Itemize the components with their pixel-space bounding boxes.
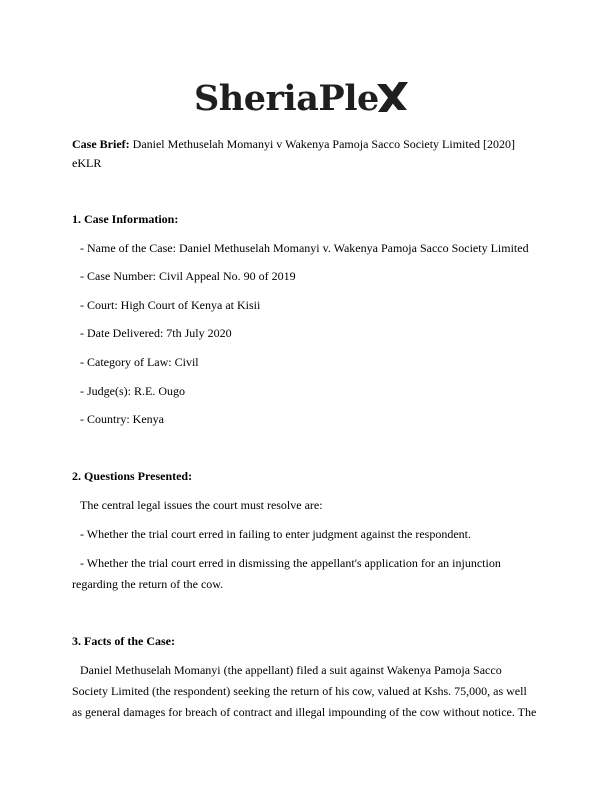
question-item: - Whether the trial court erred in failing to enter judgment against the respondent. — [80, 527, 471, 541]
list-item: - Category of Law: Civil — [80, 355, 199, 369]
list-item: - Case Number: Civil Appeal No. 90 of 2019 — [80, 269, 296, 283]
list-item: - Date Delivered: 7th July 2020 — [80, 326, 232, 340]
section-heading-questions-presented: 2. Questions Presented: — [72, 469, 193, 483]
section-heading-case-information: 1. Case Information: — [72, 212, 179, 226]
facts-paragraph-line: as general damages for breach of contract and illegal impounding of the cow without notice. The — [72, 705, 537, 719]
logo-x-mark-icon — [375, 80, 409, 114]
section-heading-facts: 3. Facts of the Case: — [72, 634, 175, 648]
case-brief-title-line1: Daniel Methuselah Momanyi v Wakenya Pamoja Sacco Society Limited [2020] — [132, 137, 516, 151]
sheriaplex-logo — [194, 74, 424, 122]
case-brief-label: Case Brief: — [72, 137, 130, 151]
case-brief-title — [72, 137, 515, 151]
case-brief-title-line2: eKLR — [72, 156, 102, 170]
questions-intro: The central legal issues the court must resolve are: — [80, 498, 323, 512]
facts-paragraph-line: Daniel Methuselah Momanyi (the appellant) filed a suit against Wakenya Pamoja Sacco — [80, 663, 502, 677]
list-item: - Judge(s): R.E. Ougo — [80, 384, 185, 398]
list-item: - Country: Kenya — [80, 412, 164, 426]
question-item: - Whether the trial court erred in dismissing the appellant's application for an injunction — [80, 556, 501, 570]
question-item-continuation: regarding the return of the cow. — [72, 577, 224, 591]
facts-paragraph-line: Society Limited (the respondent) seeking the return of his cow, valued at Kshs. 75,000, as well — [72, 684, 527, 698]
list-item: - Court: High Court of Kenya at Kisii — [80, 298, 261, 312]
list-item: - Name of the Case: Daniel Methuselah Momanyi v. Wakenya Pamoja Sacco Society Limited — [80, 241, 529, 255]
logo-wordmark: SheriaPle — [194, 77, 379, 119]
